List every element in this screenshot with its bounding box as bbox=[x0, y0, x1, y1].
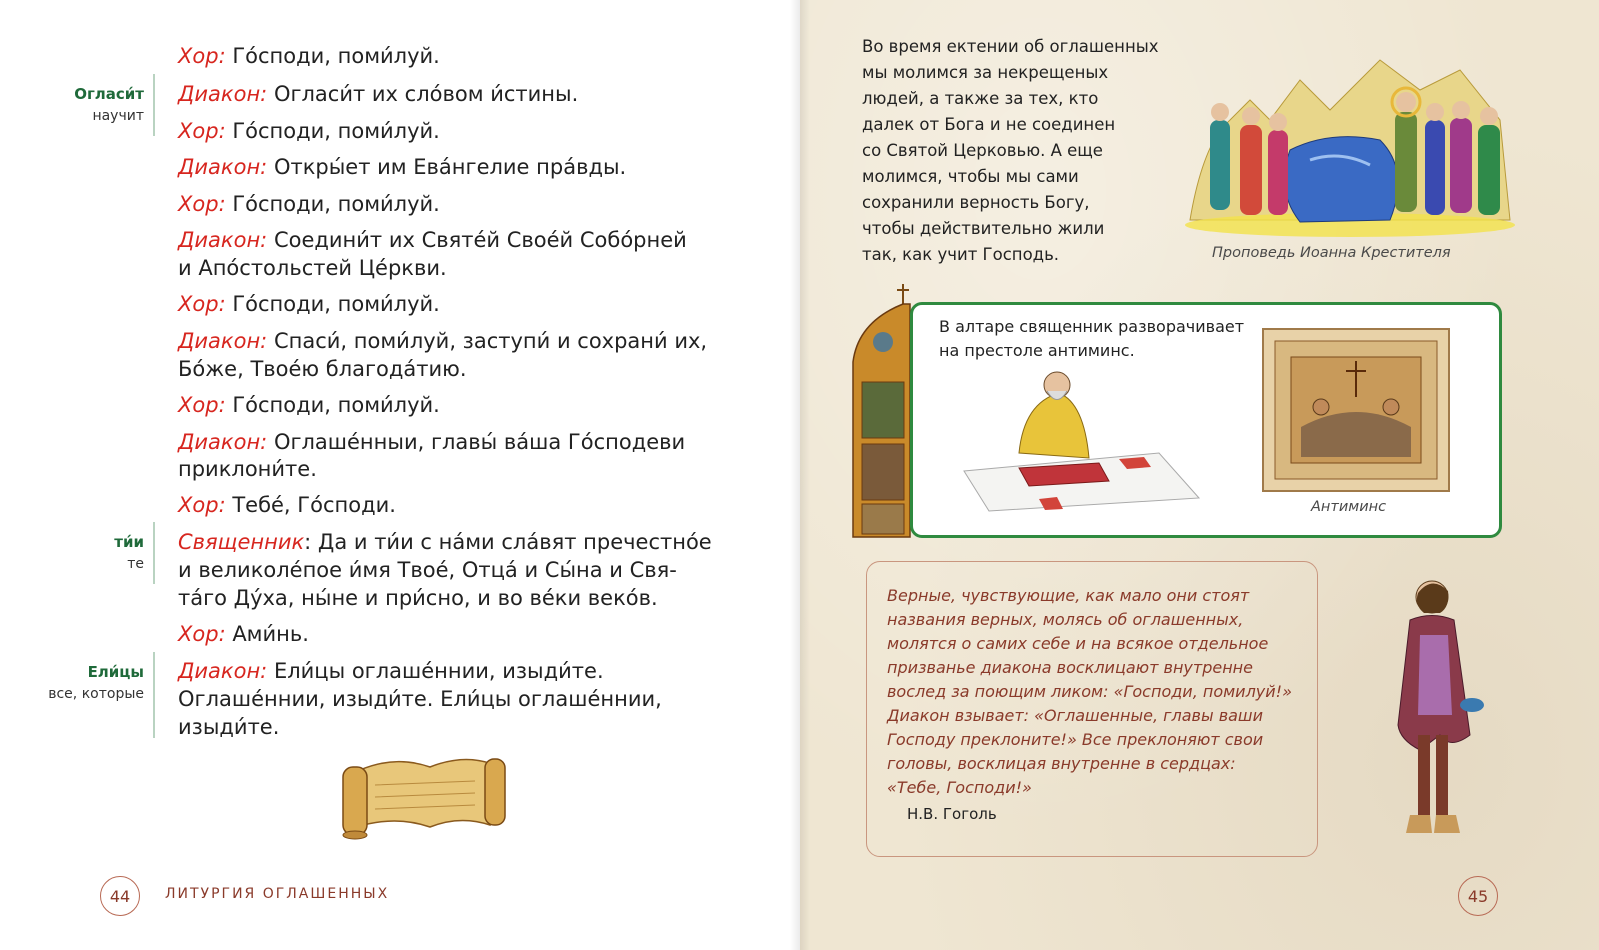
book-spine bbox=[790, 0, 810, 950]
page-number-left: 44 bbox=[100, 876, 140, 916]
quote-author: Н.В. Гоголь bbox=[907, 805, 997, 823]
intro-text: Во время ектении об оглашенных мы молимся за некрещеных людей, а также за тех, кто далек от Бога и не соединен со Святой Церковью. А еще молимся, чтобы мы сами сохранили верность Богу, чтобы действительно жили так, как учит Господь. bbox=[862, 37, 1159, 264]
liturgy-line: Оглаше́ннии, изыди́те. Ели́цы оглаше́ннии, bbox=[178, 687, 662, 711]
gogol-quote-box bbox=[866, 561, 1318, 857]
liturgy-line: Диакон: Соедини́т их Святе́й Свое́й Собо́рней bbox=[178, 228, 687, 252]
gogol-quote-text: Верные, чувствующие, как мало они стоят названия верных, молясь об оглашенных, молятся о самих себе и на всякое отдельное призванье диакона восклицают внутренне вослед за поющим ликом: «Господи, помилуй!» Диакон взывает: «Оглашенные, главы ваши Господу преклоните!» Все преклоняют свои головы, восклицая внутренне в сердцах: «Тебе, Господи!» bbox=[887, 586, 1292, 797]
liturgy-line: Диакон: Ели́цы оглаше́ннии, изыди́те. bbox=[178, 659, 604, 683]
liturgy-line: Бо́же, Твое́ю благода́тию. bbox=[178, 357, 467, 381]
liturgy-line: Хор: Го́споди, поми́луй. bbox=[178, 44, 440, 68]
liturgy-line: Хор: Го́споди, поми́луй. bbox=[178, 393, 440, 417]
liturgy-line: и великоле́пое и́мя Твое́, Отца́ и Сы́на и Свя- bbox=[178, 558, 677, 582]
running-title: ЛИТУРГИЯ ОГЛАШЕННЫХ bbox=[165, 886, 390, 902]
liturgy-line: Хор: Го́споди, поми́луй. bbox=[178, 119, 440, 143]
liturgy-line: Диакон: Оглаcи́т их сло́вом и́стины. bbox=[178, 82, 579, 106]
icon-caption: Проповедь Иоанна Крестителя bbox=[1212, 245, 1451, 261]
liturgy-line: Хор: Ами́нь. bbox=[178, 622, 309, 646]
gloss-oglasit: Оглаcи́т научит bbox=[74, 85, 144, 124]
gloss-bar bbox=[153, 74, 155, 136]
liturgy-line: Хор: Го́споди, поми́луй. bbox=[178, 292, 440, 316]
page-number-right: 45 bbox=[1458, 876, 1498, 916]
gloss-tii: ти́и те bbox=[114, 533, 144, 572]
liturgy-line: Хор: Тебе́, Го́споди. bbox=[178, 493, 396, 517]
liturgy-line: та́го Ду́ха, ны́не и при́сно, и во ве́ки веко́в. bbox=[178, 586, 658, 610]
antimins-illustration bbox=[1261, 327, 1451, 493]
priest-antimins-illustration bbox=[959, 363, 1204, 513]
liturgy-line: приклони́те. bbox=[178, 457, 317, 481]
altar-info-text: В алтаре священник разворачивает на престоле антиминс. bbox=[939, 317, 1245, 360]
liturgy-line: и Апо́стольстей Це́ркви. bbox=[178, 256, 447, 280]
liturgy-line: Диакон: Оглаше́нныи, главы́ ва́ша Го́сподеви bbox=[178, 430, 686, 454]
liturgy-line: Диакон: Откры́ет им Ева́нгелие пра́вды. bbox=[178, 155, 627, 179]
gloss-bar bbox=[153, 522, 155, 584]
antimins-caption: Антиминс bbox=[1311, 499, 1387, 515]
right-page bbox=[800, 0, 1599, 950]
liturgy-line: Священник: Да и ти́и с на́ми сла́вят пречестно́е bbox=[178, 530, 712, 554]
gloss-bar bbox=[153, 652, 155, 738]
scroll-illustration bbox=[335, 745, 510, 845]
iconostasis-door-illustration bbox=[848, 282, 918, 540]
gloss-elitsy: Ели́цы все, которые bbox=[48, 663, 144, 702]
altar-info-box bbox=[910, 302, 1502, 538]
liturgy-line: изыди́те. bbox=[178, 715, 280, 739]
liturgy-line: Хор: Го́споди, поми́луй. bbox=[178, 192, 440, 216]
bowing-figure-illustration bbox=[1380, 575, 1490, 845]
john-baptist-icon-illustration bbox=[1180, 40, 1520, 240]
liturgy-line: Диакон: Спаси́, поми́луй, заступи́ и сохрани́ их, bbox=[178, 329, 708, 353]
